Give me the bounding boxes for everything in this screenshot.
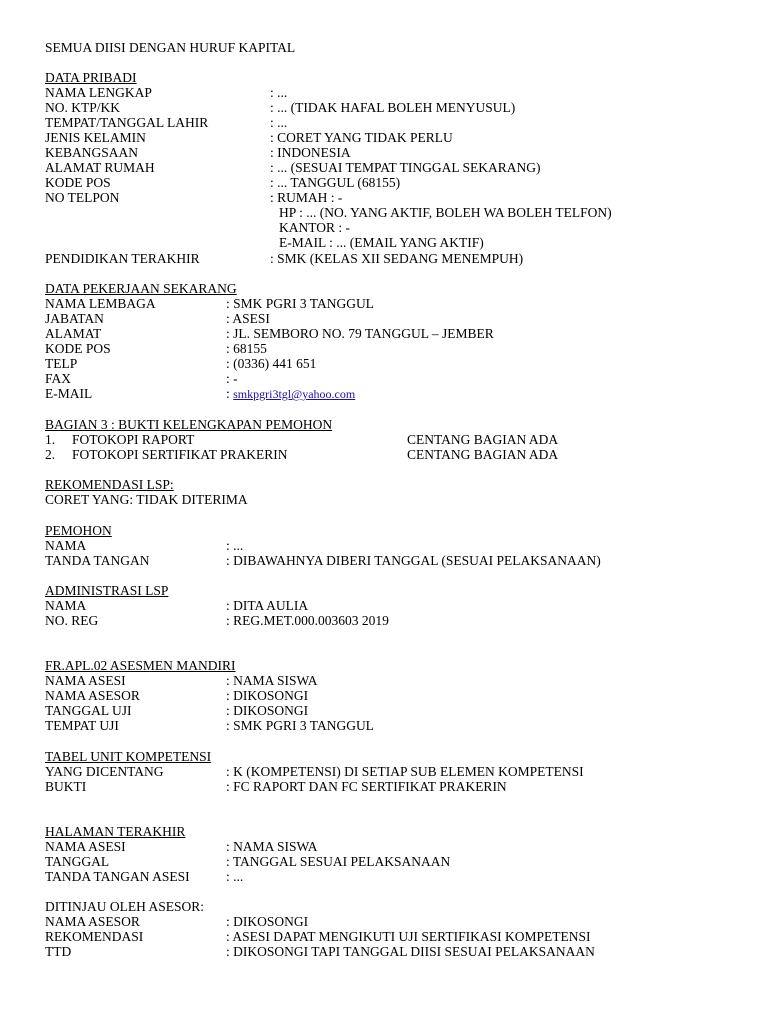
field-value: : INDONESIA bbox=[270, 145, 351, 160]
section-title-administrasi: ADMINISTRASI LSP bbox=[45, 583, 169, 598]
field-value: : DIKOSONGI bbox=[226, 688, 309, 703]
field-value: : ... bbox=[226, 538, 244, 553]
field-label: TTD bbox=[45, 944, 72, 959]
field-label: NAMA ASESOR bbox=[45, 914, 140, 929]
field-value: : ... TANGGUL (68155) bbox=[270, 175, 401, 190]
field-label: TANGGAL UJI bbox=[45, 703, 132, 718]
field-value: : DIBAWAHNYA DIBERI TANGGAL (SESUAI PELAKSANAAN) bbox=[226, 553, 601, 568]
field-value: : TANGGAL SESUAI PELAKSANAAN bbox=[226, 854, 451, 869]
field-value: : SMK PGRI 3 TANGGUL bbox=[226, 296, 374, 311]
field-label: TEMPAT/TANGGAL LAHIR bbox=[45, 115, 209, 130]
field-label: NAMA ASESI bbox=[45, 839, 126, 854]
field-label: NAMA LENGKAP bbox=[45, 85, 152, 100]
field-value: : DIKOSONGI TAPI TANGGAL DIISI SESUAI PELAKSANAAN bbox=[226, 944, 595, 959]
field-label: JENIS KELAMIN bbox=[45, 130, 146, 145]
list-item-note: CENTANG BAGIAN ADA bbox=[407, 447, 559, 462]
field-value: : ... bbox=[226, 869, 244, 884]
field-label: TANGGAL bbox=[45, 854, 110, 869]
field-value: : ... bbox=[270, 85, 288, 100]
email-colon: : bbox=[226, 386, 230, 401]
section-title-pemohon: PEMOHON bbox=[45, 523, 112, 538]
field-value: : (0336) 441 651 bbox=[226, 356, 317, 371]
section-title-bagian-3: BAGIAN 3 : BUKTI KELENGKAPAN PEMOHON bbox=[45, 417, 333, 432]
field-label: NO TELPON bbox=[45, 190, 120, 205]
field-value: : ASESI DAPAT MENGIKUTI UJI SERTIFIKASI KOMPETENSI bbox=[226, 929, 591, 944]
field-label: ALAMAT RUMAH bbox=[45, 160, 155, 175]
rekomendasi-text: CORET YANG: TIDAK DITERIMA bbox=[45, 492, 248, 507]
list-item-text: FOTOKOPI SERTIFIKAT PRAKERIN bbox=[72, 447, 288, 462]
field-label: E-MAIL bbox=[45, 386, 93, 401]
field-value: : RUMAH : - bbox=[270, 190, 343, 205]
field-value: : CORET YANG TIDAK PERLU bbox=[270, 130, 453, 145]
list-item-note: CENTANG BAGIAN ADA bbox=[407, 432, 559, 447]
field-label: NAMA bbox=[45, 538, 87, 553]
field-label: KODE POS bbox=[45, 341, 111, 356]
field-label: TANDA TANGAN ASESI bbox=[45, 869, 190, 884]
field-label: TANDA TANGAN bbox=[45, 553, 150, 568]
field-value: : SMK (KELAS XII SEDANG MENEMPUH) bbox=[270, 251, 524, 266]
field-label: TELP bbox=[45, 356, 78, 371]
field-label: NO. REG bbox=[45, 613, 99, 628]
field-label: BUKTI bbox=[45, 779, 87, 794]
field-value: : NAMA SISWA bbox=[226, 673, 318, 688]
field-label: KEBANGSAAN bbox=[45, 145, 139, 160]
section-title-tabel-unit: TABEL UNIT KOMPETENSI bbox=[45, 749, 212, 764]
section-title-rekomendasi: REKOMENDASI LSP: bbox=[45, 477, 174, 492]
field-label: TEMPAT UJI bbox=[45, 718, 119, 733]
field-label: NAMA ASESOR bbox=[45, 688, 140, 703]
phone-extra-line: E-MAIL : ... (EMAIL YANG AKTIF) bbox=[279, 235, 484, 250]
field-label: FAX bbox=[45, 371, 72, 386]
list-item-text: FOTOKOPI RAPORT bbox=[72, 432, 195, 447]
field-value: : DITA AULIA bbox=[226, 598, 309, 613]
field-value: : SMK PGRI 3 TANGGUL bbox=[226, 718, 374, 733]
list-item-number: 1. bbox=[45, 432, 56, 447]
field-value: : ... (SESUAI TEMPAT TINGGAL SEKARANG) bbox=[270, 160, 541, 175]
section-title-asesmen-mandiri: FR.APL.02 ASESMEN MANDIRI bbox=[45, 658, 236, 673]
field-value: : - bbox=[226, 371, 238, 386]
phone-extra-line: HP : ... (NO. YANG AKTIF, BOLEH WA BOLEH TELFON) bbox=[279, 205, 612, 220]
field-value: : ... bbox=[270, 115, 288, 130]
field-value: : ASESI bbox=[226, 311, 270, 326]
field-label: NAMA LEMBAGA bbox=[45, 296, 156, 311]
field-label: KODE POS bbox=[45, 175, 111, 190]
field-value: : DIKOSONGI bbox=[226, 914, 309, 929]
header-instruction: SEMUA DIISI DENGAN HURUF KAPITAL bbox=[45, 40, 296, 55]
field-label: YANG DICENTANG bbox=[45, 764, 164, 779]
section-title-ditinjau: DITINJAU OLEH ASESOR: bbox=[45, 899, 205, 914]
section-title-data-pekerjaan: DATA PEKERJAAN SEKARANG bbox=[45, 281, 237, 296]
field-value: : ... (TIDAK HAFAL BOLEH MENYUSUL) bbox=[270, 100, 516, 115]
section-title-halaman-terakhir: HALAMAN TERAKHIR bbox=[45, 824, 186, 839]
field-value: : REG.MET.000.003603 2019 bbox=[226, 613, 389, 628]
email-value bbox=[226, 386, 355, 402]
list-item-number: 2. bbox=[45, 447, 56, 462]
field-label: PENDIDIKAN TERAKHIR bbox=[45, 251, 200, 266]
field-value: : DIKOSONGI bbox=[226, 703, 309, 718]
field-label: REKOMENDASI bbox=[45, 929, 144, 944]
field-label: NAMA ASESI bbox=[45, 673, 126, 688]
email-link[interactable]: smkpgri3tgl@yahoo.com bbox=[233, 387, 356, 401]
field-value: : NAMA SISWA bbox=[226, 839, 318, 854]
field-label: ALAMAT bbox=[45, 326, 102, 341]
field-value: : FC RAPORT DAN FC SERTIFIKAT PRAKERIN bbox=[226, 779, 507, 794]
field-label: JABATAN bbox=[45, 311, 104, 326]
field-value: : JL. SEMBORO NO. 79 TANGGUL – JEMBER bbox=[226, 326, 494, 341]
section-title-data-pribadi: DATA PRIBADI bbox=[45, 70, 137, 85]
field-value: : K (KOMPETENSI) DI SETIAP SUB ELEMEN KOMPETENSI bbox=[226, 764, 584, 779]
field-value: : 68155 bbox=[226, 341, 267, 356]
field-label: NO. KTP/KK bbox=[45, 100, 121, 115]
field-label: NAMA bbox=[45, 598, 87, 613]
phone-extra-line: KANTOR : - bbox=[279, 220, 351, 235]
